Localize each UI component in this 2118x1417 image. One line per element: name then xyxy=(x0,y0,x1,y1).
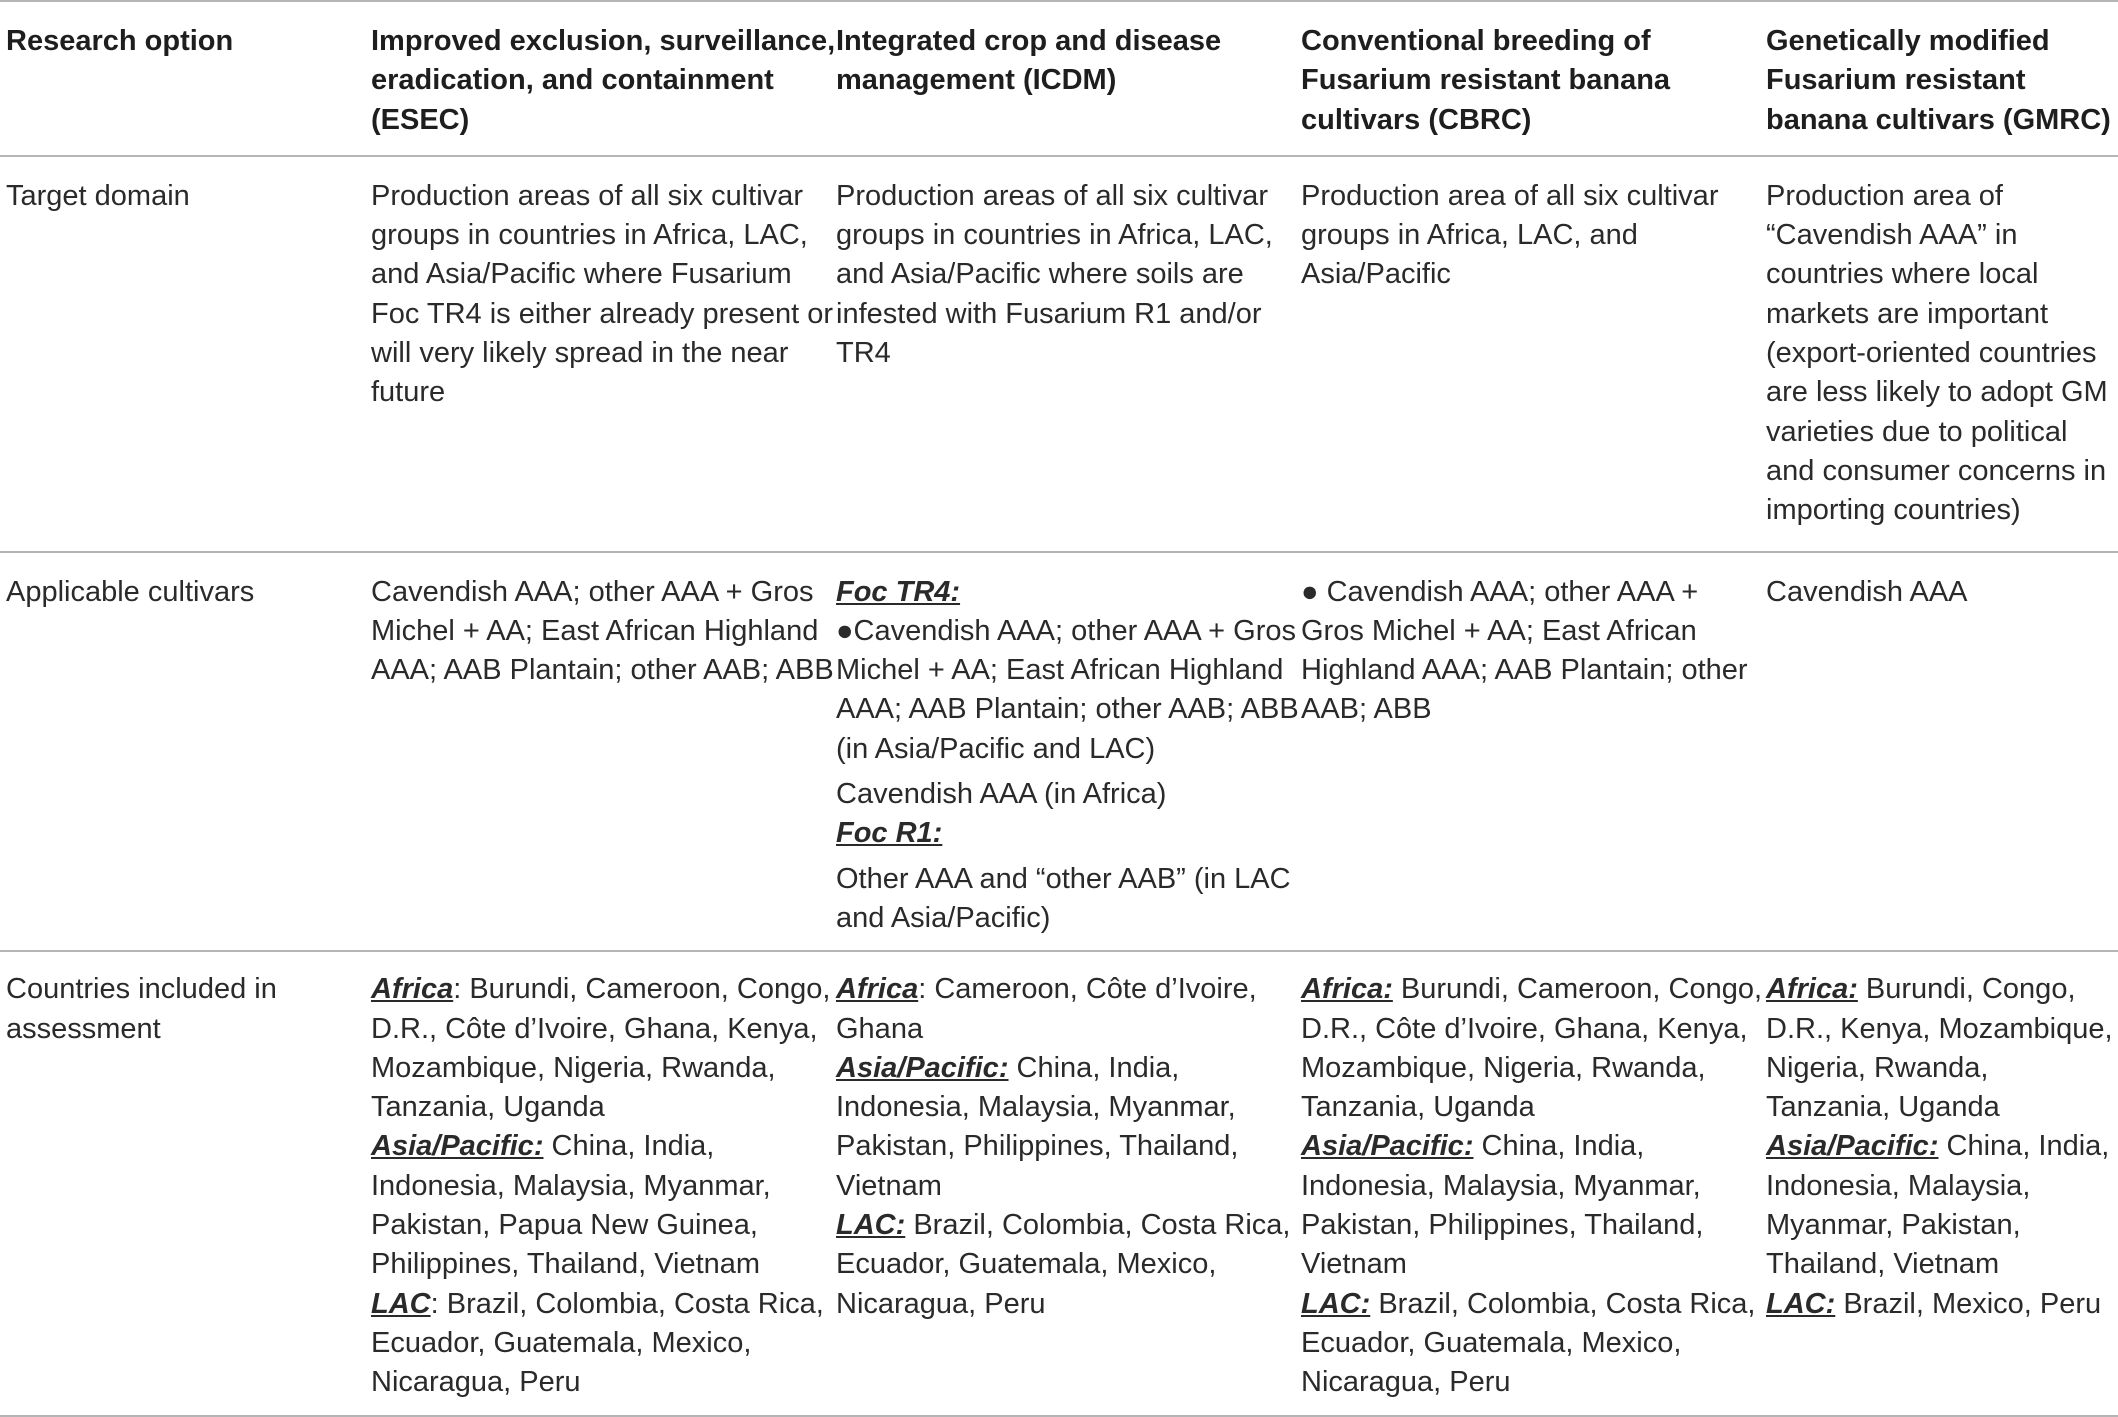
cultivars-esec: Cavendish AAA; other AAA + Gros Michel + AA; East African Highland AAA; AAB Plantain; other AAB; ABB xyxy=(371,575,834,687)
esec-lac-block xyxy=(371,1285,836,1403)
icdm-foc-tr4-text: ●Cavendish AAA; other AAA + Gros Michel + AA; East African Highland AAA; AAB Plantain; other AAB; ABB (in Asia/Pacific and LAC) xyxy=(836,614,1299,765)
icdm-foc-r1-heading: Foc R1: xyxy=(836,817,943,850)
esec-lac-sep: : xyxy=(430,1287,439,1320)
countries-icdm xyxy=(836,952,1301,1414)
target-cbrc: Production area of all six cultivar groups in Africa, LAC, and Asia/Pacific xyxy=(1301,179,1719,291)
header-icdm: Integrated crop and disease management (ICDM) xyxy=(836,25,1222,97)
header-research-option: Research option xyxy=(6,25,234,57)
esec-africa-block xyxy=(371,970,836,1127)
esec-asia-heading: Asia/Pacific: xyxy=(371,1130,544,1163)
esec-lac-heading: LAC xyxy=(371,1287,431,1320)
cbrc-africa-list: Burundi, Cameroon, Congo, D.R., Côte d’Ivoire, Ghana, Kenya, Mozambique, Nigeria, Rwanda, Tanzania, Uganda xyxy=(1301,973,1763,1124)
icdm-africa-sep: : xyxy=(918,973,927,1006)
gmrc-africa-block xyxy=(1766,970,2118,1127)
gmrc-lac-block xyxy=(1766,1285,2118,1324)
icdm-lac-heading: LAC: xyxy=(836,1209,906,1242)
gmrc-asia-list: China, India, Indonesia, Malaysia, Myanmar, Pakistan, Thailand, Vietnam xyxy=(1766,1130,2110,1281)
gmrc-asia-heading: Asia/Pacific: xyxy=(1766,1130,1939,1163)
esec-asia-block xyxy=(371,1127,836,1284)
cbrc-lac-block xyxy=(1301,1285,1766,1403)
esec-asia-list: China, India, Indonesia, Malaysia, Myanmar, Pakistan, Papua New Guinea, Philippines, Thailand, Vietnam xyxy=(371,1130,771,1281)
icdm-lac-block xyxy=(836,1206,1301,1324)
cbrc-asia-heading: Asia/Pacific: xyxy=(1301,1130,1474,1163)
esec-africa-list: Burundi, Cameroon, Congo, D.R., Côte d’Ivoire, Ghana, Kenya, Mozambique, Nigeria, Rwanda, Tanzania, Uganda xyxy=(371,973,831,1124)
countries-cbrc xyxy=(1301,952,1766,1414)
esec-africa-sep: : xyxy=(453,973,462,1006)
icdm-asia-list: China, India, Indonesia, Malaysia, Myanmar, Pakistan, Philippines, Thailand, Vietnam xyxy=(836,1051,1239,1202)
cbrc-asia-block xyxy=(1301,1127,1766,1284)
icdm-africa-list: Cameroon, Côte d’Ivoire, Ghana xyxy=(836,973,1257,1045)
target-gmrc: Production area of “Cavendish AAA” in countries where local markets are important (export-oriented countries are less likely to adopt GM varieties due to political and consumer concerns in importing countries) xyxy=(1766,179,2108,527)
esec-lac-list: Brazil, Colombia, Costa Rica, Ecuador, Guatemala, Mexico, Nicaragua, Peru xyxy=(371,1287,824,1399)
cbrc-lac-list: Brazil, Colombia, Costa Rica, Ecuador, Guatemala, Mexico, Nicaragua, Peru xyxy=(1301,1287,1756,1399)
icdm-foc-r1-text: Other AAA and “other AAB” (in LAC and Asia/Pacific) xyxy=(836,862,1291,934)
icdm-foc-tr4-heading: Foc TR4: xyxy=(836,575,961,608)
header-esec: Improved exclusion, surveillance, eradication, and containment (ESEC) xyxy=(371,25,836,136)
row-label-applicable-cultivars: Applicable cultivars xyxy=(6,575,255,608)
row-label-target-domain: Target domain xyxy=(6,179,190,212)
cultivars-gmrc: Cavendish AAA xyxy=(1766,575,1968,608)
gmrc-africa-list: Burundi, Congo, D.R., Kenya, Mozambique, Nigeria, Rwanda, Tanzania, Uganda xyxy=(1766,973,2113,1124)
target-icdm: Production areas of all six cultivar groups in countries in Africa, LAC, and Asia/Pacific where soils are infested with Fusarium R1 and/or TR4 xyxy=(836,179,1273,370)
header-cbrc: Conventional breeding of Fusarium resistant banana cultivars (CBRC) xyxy=(1301,25,1671,136)
cbrc-africa-block xyxy=(1301,970,1766,1127)
icdm-asia-heading: Asia/Pacific: xyxy=(836,1051,1009,1084)
icdm-foc-tr4-africa: Cavendish AAA (in Africa) xyxy=(836,778,1167,811)
countries-gmrc xyxy=(1766,952,2118,1414)
countries-esec xyxy=(371,952,836,1414)
cbrc-asia-list: China, India, Indonesia, Malaysia, Myanmar, Pakistan, Philippines, Thailand, Vietnam xyxy=(1301,1130,1704,1281)
icdm-africa-heading: Africa xyxy=(836,973,919,1006)
gmrc-asia-block xyxy=(1766,1127,2118,1284)
row-label-countries: Countries included in assessment xyxy=(6,973,277,1045)
icdm-asia-block xyxy=(836,1049,1301,1206)
gmrc-africa-heading: Africa: xyxy=(1766,973,1858,1006)
gmrc-lac-heading: LAC: xyxy=(1766,1287,1836,1320)
icdm-africa-block xyxy=(836,970,1301,1049)
header-gmrc: Genetically modified Fusarium resistant banana cultivars (GMRC) xyxy=(1766,25,2111,136)
cbrc-lac-heading: LAC: xyxy=(1301,1287,1371,1320)
icdm-lac-list: Brazil, Colombia, Costa Rica, Ecuador, Guatemala, Mexico, Nicaragua, Peru xyxy=(836,1209,1291,1320)
cultivars-cbrc: ● Cavendish AAA; other AAA + Gros Michel + AA; East African Highland AAA; AAB Plantain; other AAB; ABB xyxy=(1301,575,1748,726)
cultivars-icdm xyxy=(836,553,1301,951)
gmrc-lac-list: Brazil, Mexico, Peru xyxy=(1835,1287,2102,1320)
cbrc-africa-heading: Africa: xyxy=(1301,973,1393,1006)
target-esec: Production areas of all six cultivar groups in countries in Africa, LAC, and Asia/Pacific where Fusarium Foc TR4 is either already present or will very likely spread in the near future xyxy=(371,179,834,409)
esec-africa-heading: Africa xyxy=(371,973,454,1006)
